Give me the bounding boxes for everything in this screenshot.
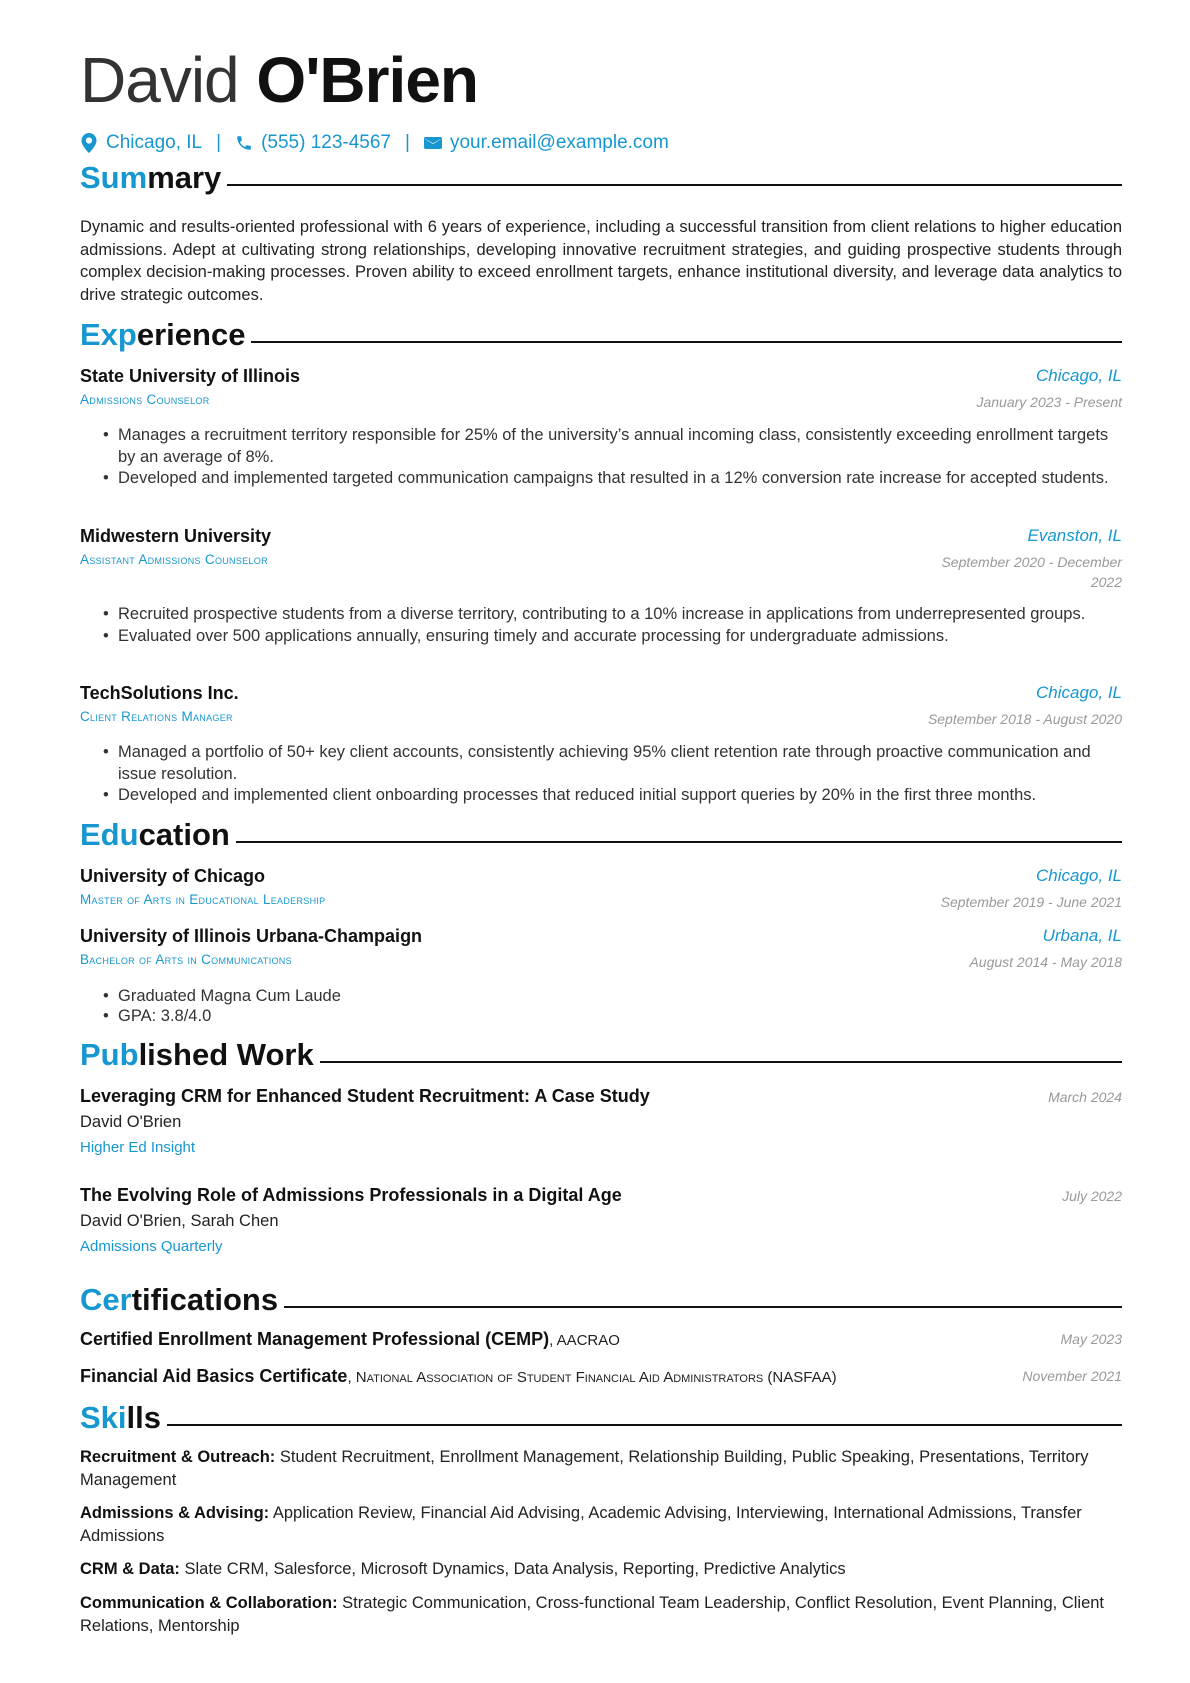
skill-row	[80, 1592, 1122, 1637]
school-name: University of Chicago	[80, 866, 266, 886]
school-location: Urbana, IL	[1042, 926, 1122, 945]
job-bullets	[80, 425, 1122, 490]
job-title: Admissions Counselor	[80, 392, 210, 407]
certification-org: , AACRAO	[549, 1332, 620, 1349]
publication-venue: Higher Ed Insight	[80, 1139, 196, 1156]
skill-value: Strategic Communication, Cross-functional Team Leadership, Conflict Resolution, Event Planning, Client Relations, Mentorship	[80, 1594, 1105, 1635]
skill-label: Recruitment & Outreach:	[80, 1448, 276, 1466]
certification-entry	[80, 1366, 1122, 1387]
skill-label: CRM & Data:	[80, 1560, 180, 1578]
last-name: O'Brien	[256, 44, 478, 116]
job-bullets	[80, 742, 1122, 807]
job-location: Evanston, IL	[1027, 526, 1122, 545]
education-heading: Education	[80, 815, 1122, 855]
skill-label: Communication & Collaboration:	[80, 1594, 338, 1612]
phone-icon	[235, 133, 253, 153]
list-item: • GPA: 3.8/4.0	[80, 1006, 1122, 1026]
envelope-icon	[424, 133, 442, 153]
location-text: Chicago, IL	[106, 132, 203, 153]
certification-name: Certified Enrollment Management Professional (CEMP)	[80, 1329, 550, 1349]
job-location: Chicago, IL	[1036, 683, 1122, 702]
section-rule	[227, 184, 1122, 186]
skill-label: Admissions & Advising:	[80, 1504, 270, 1522]
skills-heading: Skills	[80, 1398, 1122, 1438]
publication-title: The Evolving Role of Admissions Professionals in a Digital Age	[80, 1185, 622, 1205]
section-rule	[284, 1306, 1122, 1308]
publications-heading: Published Work	[80, 1035, 1122, 1075]
experience-heading: Experience	[80, 315, 1122, 355]
email-link[interactable]: your.email@example.com	[449, 132, 669, 153]
certification-org: , National Association of Student Financial Aid Administrators (NASFAA)	[347, 1369, 837, 1386]
school-dates: August 2014 - May 2018	[969, 954, 1122, 970]
school-name: University of Illinois Urbana-Champaign	[80, 926, 423, 946]
company-name: State University of Illinois	[80, 366, 301, 386]
section-rule	[236, 841, 1122, 843]
contact-phone[interactable]	[235, 132, 391, 154]
publication-title: Leveraging CRM for Enhanced Student Recruitment: A Case Study	[80, 1086, 650, 1106]
skill-value: Slate CRM, Salesforce, Microsoft Dynamics, Data Analysis, Reporting, Predictive Analytics	[179, 1560, 846, 1578]
degree: Bachelor of Arts in Communications	[80, 952, 292, 967]
publication-venue: Admissions Quarterly	[80, 1238, 223, 1255]
skill-row	[80, 1502, 1122, 1547]
separator: |	[216, 132, 222, 153]
section-rule	[167, 1424, 1122, 1426]
certification-name: Financial Aid Basics Certificate	[80, 1366, 348, 1386]
school-location: Chicago, IL	[1036, 866, 1122, 885]
skill-row	[80, 1446, 1122, 1491]
list-item: • Developed and implemented client onboarding processes that reduced initial support queries by 20% in the first three months.	[80, 785, 1122, 807]
skill-row	[80, 1558, 1122, 1581]
list-item: • Recruited prospective students from a diverse territory, contributing to a 10% increase in applications from underrepresented groups.	[80, 604, 1122, 626]
publication-authors: David O'Brien	[80, 1113, 182, 1131]
degree: Master of Arts in Educational Leadership	[80, 892, 326, 907]
first-name: David	[80, 44, 239, 116]
skill-value: Student Recruitment, Enrollment Management, Relationship Building, Public Speaking, Presentations, Territory Management	[80, 1448, 1089, 1489]
job-bullets	[80, 604, 1122, 647]
list-item: • Managed a portfolio of 50+ key client accounts, consistently achieving 95% client retention rate through proactive communication and issue resolution.	[80, 742, 1122, 785]
publication-authors: David O'Brien, Sarah Chen	[80, 1212, 279, 1230]
list-item: • Developed and implemented targeted communication campaigns that resulted in a 12% conversion rate increase for accepted students.	[80, 468, 1122, 490]
summary-heading: Summary	[80, 158, 1122, 198]
job-dates: September 2020 - December 2022	[941, 554, 1122, 590]
company-name: TechSolutions Inc.	[80, 683, 239, 703]
publication-date: July 2022	[1062, 1188, 1122, 1204]
section-rule	[251, 341, 1122, 343]
publication-date: March 2024	[1048, 1089, 1122, 1105]
list-item: • Graduated Magna Cum Laude	[80, 986, 1122, 1006]
job-title: Client Relations Manager	[80, 709, 233, 724]
company-name: Midwestern University	[80, 526, 272, 546]
map-marker-icon	[80, 133, 98, 153]
education-bullets	[80, 986, 1122, 1026]
contact-bar	[80, 132, 669, 154]
resume-name	[80, 40, 478, 120]
school-dates: September 2019 - June 2021	[940, 894, 1122, 910]
certification-entry	[80, 1329, 1122, 1350]
certification-date: November 2021	[1022, 1368, 1122, 1384]
job-location: Chicago, IL	[1036, 366, 1122, 385]
certifications-heading: Certifications	[80, 1280, 1122, 1320]
separator: |	[405, 132, 410, 153]
list-item: • Manages a recruitment territory responsible for 25% of the university’s annual incoming class, consistently exceeding enrollment targets by an average of 8%.	[80, 425, 1122, 468]
certification-date: May 2023	[1060, 1331, 1122, 1347]
contact-location	[80, 132, 202, 154]
job-dates: January 2023 - Present	[976, 394, 1122, 410]
section-rule	[320, 1061, 1122, 1063]
phone-text: (555) 123-4567	[261, 132, 391, 153]
list-item: • Evaluated over 500 applications annually, ensuring timely and accurate processing for undergraduate admissions.	[80, 626, 1122, 648]
job-dates: September 2018 - August 2020	[927, 711, 1122, 727]
contact-email[interactable]	[424, 132, 669, 154]
job-title: Assistant Admissions Counselor	[80, 552, 268, 567]
skill-value: Application Review, Financial Aid Advising, Academic Advising, Interviewing, International Admissions, Transfer Admissions	[80, 1504, 1082, 1545]
summary-text: Dynamic and results-oriented professional with 6 years of experience, including a successful transition from client relations to higher education admissions. Adept at cultivating strong relationships, developing innovative recruitment strategies, and guiding prospective students through complex decision-making processes. Proven ability to exceed enrollment targets, enhance institutional diversity, and leverage data analytics to drive strategic outcomes.	[80, 218, 1122, 304]
